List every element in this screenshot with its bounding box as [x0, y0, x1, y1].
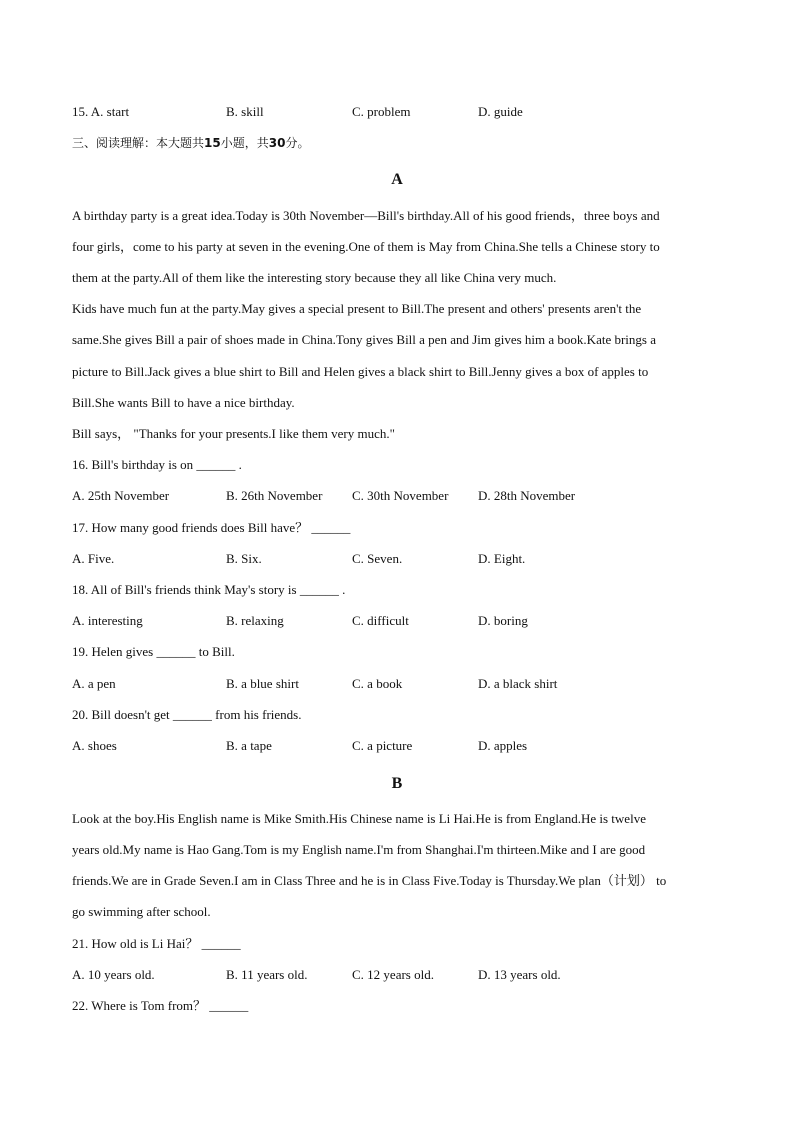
option-d: D. boring [478, 613, 528, 628]
option-b: B. relaxing [226, 613, 284, 628]
question-16-stem: 16. Bill's birthday is on ______ . [72, 457, 242, 472]
option-b: B. a tape [226, 738, 272, 753]
section-title-mid: 小题，共 [220, 136, 269, 150]
option-c: C. 12 years old. [352, 967, 434, 982]
passage-b-heading: B [391, 775, 403, 792]
passage-a-line: four girls，come to his party at seven in the evening.One of them is May from China.She tells a Chinese story to [72, 239, 660, 254]
question-17-stem: 17. How many good friends does Bill have？ ______ [72, 520, 351, 535]
question-18-options [72, 613, 722, 629]
section-title-pre: 三、阅读理解：本大题共 [72, 136, 205, 150]
question-21-options [72, 967, 722, 983]
option-d: D. apples [478, 738, 528, 753]
question-22-stem: 22. Where is Tom from？ ______ [72, 998, 249, 1013]
option-b: B. 11 years old. [226, 967, 308, 982]
option-c: C. Seven. [352, 551, 403, 566]
passage-a-line: A birthday party is a great idea.Today is 30th November—Bill's birthday.All of his good friends，three boys and [72, 208, 660, 223]
question-16-options [72, 488, 722, 504]
section-title [72, 135, 309, 151]
q15-option-a: 15. A. start [72, 104, 130, 119]
section-title-post: 分。 [285, 136, 310, 150]
question-19-options [72, 676, 722, 692]
question-18-stem: 18. All of Bill's friends think May's story is ______ . [72, 582, 346, 597]
option-a: A. shoes [72, 738, 117, 753]
option-a: A. interesting [72, 613, 143, 628]
option-d: D. 28th November [478, 488, 576, 503]
option-c: C. a picture [352, 738, 413, 753]
section-question-count: 15 [204, 136, 221, 150]
passage-b-line: friends.We are in Grade Seven.I am in Class Three and he is in Class Five.Today is Thursday.We plan（计划） to [72, 873, 667, 888]
section-score: 30 [268, 136, 286, 150]
passage-a-line: same.She gives Bill a pair of shoes made in China.Tony gives Bill a pen and Jim gives him a book.Kate brings a [72, 332, 656, 347]
option-b: B. 26th November [226, 488, 323, 503]
q15-option-b: B. skill [226, 104, 264, 119]
question-20-stem: 20. Bill doesn't get ______ from his friends. [72, 707, 302, 722]
passage-a-line: Kids have much fun at the party.May gives a special present to Bill.The present and others' presents aren't the [72, 301, 642, 316]
passage-a-line: them at the party.All of them like the interesting story because they all like China very much. [72, 270, 557, 285]
q15-option-c: C. problem [352, 104, 411, 119]
passage-a-heading: A [391, 171, 403, 188]
option-d: D. 13 years old. [478, 967, 561, 982]
option-b: B. Six. [226, 551, 262, 566]
question-20-options [72, 738, 722, 754]
option-b: B. a blue shirt [226, 676, 299, 691]
question-17-options [72, 551, 722, 567]
passage-a-line: Bill says， "Thanks for your presents.I like them very much." [72, 426, 395, 441]
option-a: A. 25th November [72, 488, 170, 503]
q15-option-d: D. guide [478, 104, 523, 119]
option-a: A. 10 years old. [72, 967, 155, 982]
passage-a-line: Bill.She wants Bill to have a nice birthday. [72, 395, 295, 410]
option-c: C. a book [352, 676, 403, 691]
passage-b-line: go swimming after school. [72, 904, 211, 919]
question-21-stem: 21. How old is Li Hai？ ______ [72, 936, 241, 951]
option-d: D. Eight. [478, 551, 526, 566]
option-a: A. a pen [72, 676, 116, 691]
passage-a-line: picture to Bill.Jack gives a blue shirt to Bill and Helen gives a black shirt to Bill.Jenny gives a box of apples to [72, 364, 649, 379]
question-19-stem: 19. Helen gives ______ to Bill. [72, 644, 235, 659]
q15-options [72, 104, 722, 120]
option-a: A. Five. [72, 551, 115, 566]
option-d: D. a black shirt [478, 676, 558, 691]
option-c: C. difficult [352, 613, 409, 628]
passage-b-line: Look at the boy.His English name is Mike Smith.His Chinese name is Li Hai.He is from England.He is twelve [72, 811, 646, 826]
option-c: C. 30th November [352, 488, 449, 503]
passage-b-line: years old.My name is Hao Gang.Tom is my English name.I'm from Shanghai.I'm thirteen.Mike and I are good [72, 842, 646, 857]
